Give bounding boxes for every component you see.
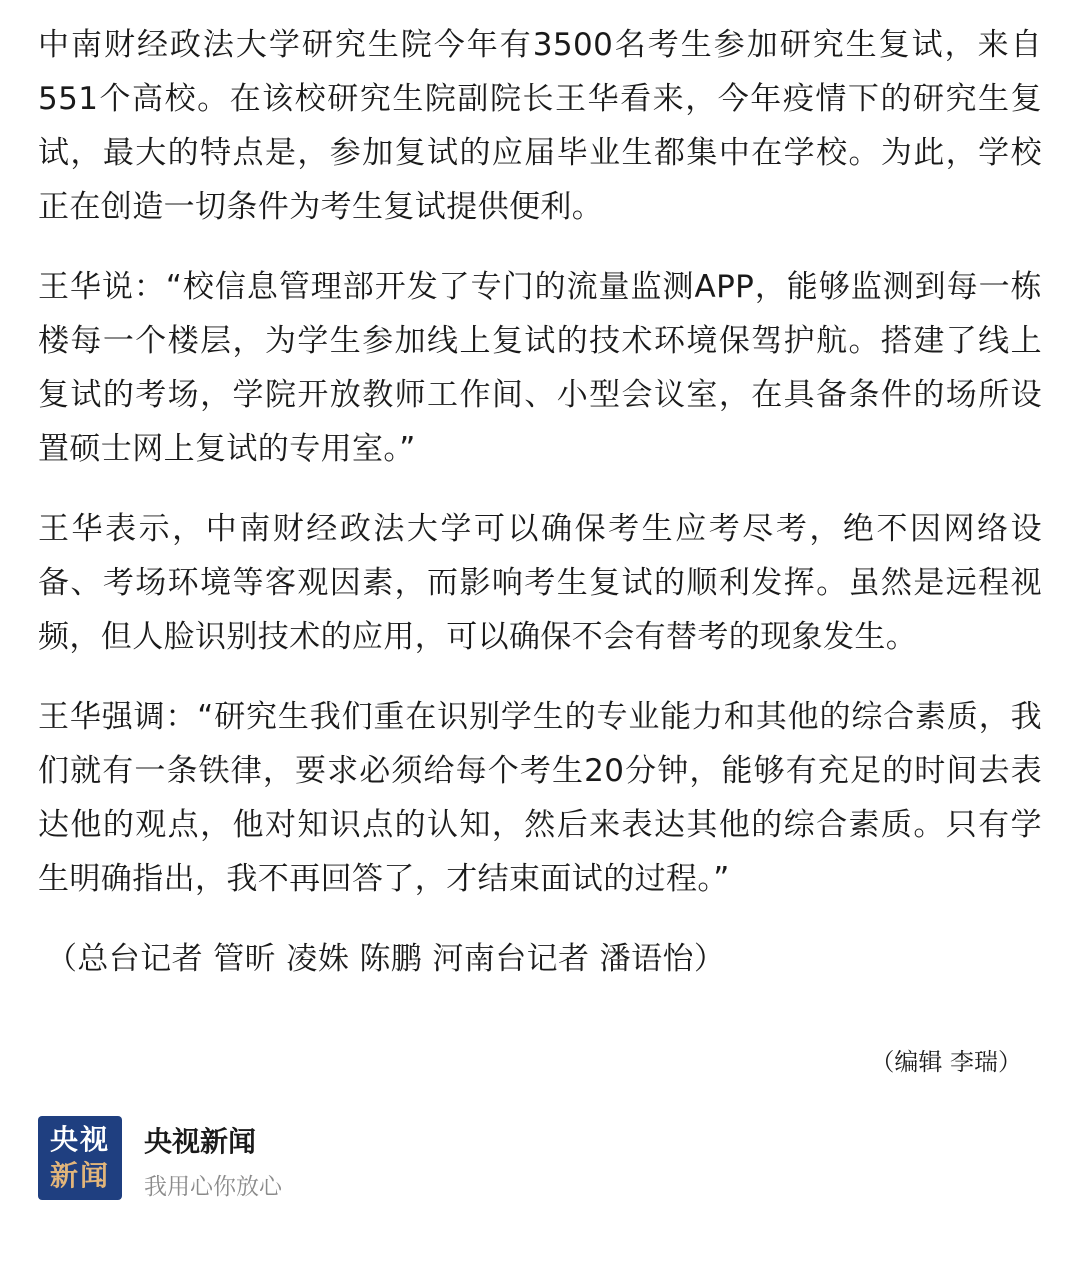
cctv-news-logo-icon[interactable] <box>38 1116 122 1200</box>
logo-text-line-2: 新闻 <box>49 1159 110 1192</box>
article-paragraph-1: 中南财经政法大学研究生院今年有3500名考生参加研究生复试，来自551个高校。在该校研究生院副院长王华看来，今年疫情下的研究生复试，最大的特点是，参加复试的应届毕业生都集中在学校。为此，学校正在创造一切条件为考生复试提供便利。 <box>38 27 1042 225</box>
article-paragraph-4: 王华强调：“研究生我们重在识别学生的专业能力和其他的综合素质，我们就有一条铁律，要求必须给每个考生20分钟，能够有充足的时间去表达他的观点，他对知识点的认知，然后来表达其他的综合素质。只有学生明确指出，我不再回答了，才结束面试的过程。” <box>38 699 1042 897</box>
article-paragraph-3: 王华表示，中南财经政法大学可以确保考生应考尽考，绝不因网络设备、考场环境等客观因素，而影响考生复试的顺利发挥。虽然是远程视频，但人脸识别技术的应用，可以确保不会有替考的现象发生。 <box>38 511 1042 655</box>
source-name[interactable]: 央视新闻 <box>144 1125 257 1158</box>
logo-text-line-1: 央视 <box>49 1123 110 1156</box>
source-meta <box>144 1122 282 1204</box>
editor-credit: （编辑 李瑞） <box>870 1048 1022 1076</box>
source-slogan: 我用心你放心 <box>144 1174 282 1200</box>
article-paragraph-2: 王华说：“校信息管理部开发了专门的流量监测APP，能够监测到每一栋楼每一个楼层，为学生参加线上复试的技术环境保驾护航。搭建了线上复试的考场，学院开放教师工作间、小型会议室，在具备条件的场所设置硕士网上复试的专用室。” <box>38 269 1042 467</box>
article-body <box>38 18 1042 986</box>
source-account-card[interactable] <box>38 1116 282 1204</box>
reporter-byline: （总台记者 管昕 凌姝 陈鹏 河南台记者 潘语怡） <box>46 941 726 977</box>
